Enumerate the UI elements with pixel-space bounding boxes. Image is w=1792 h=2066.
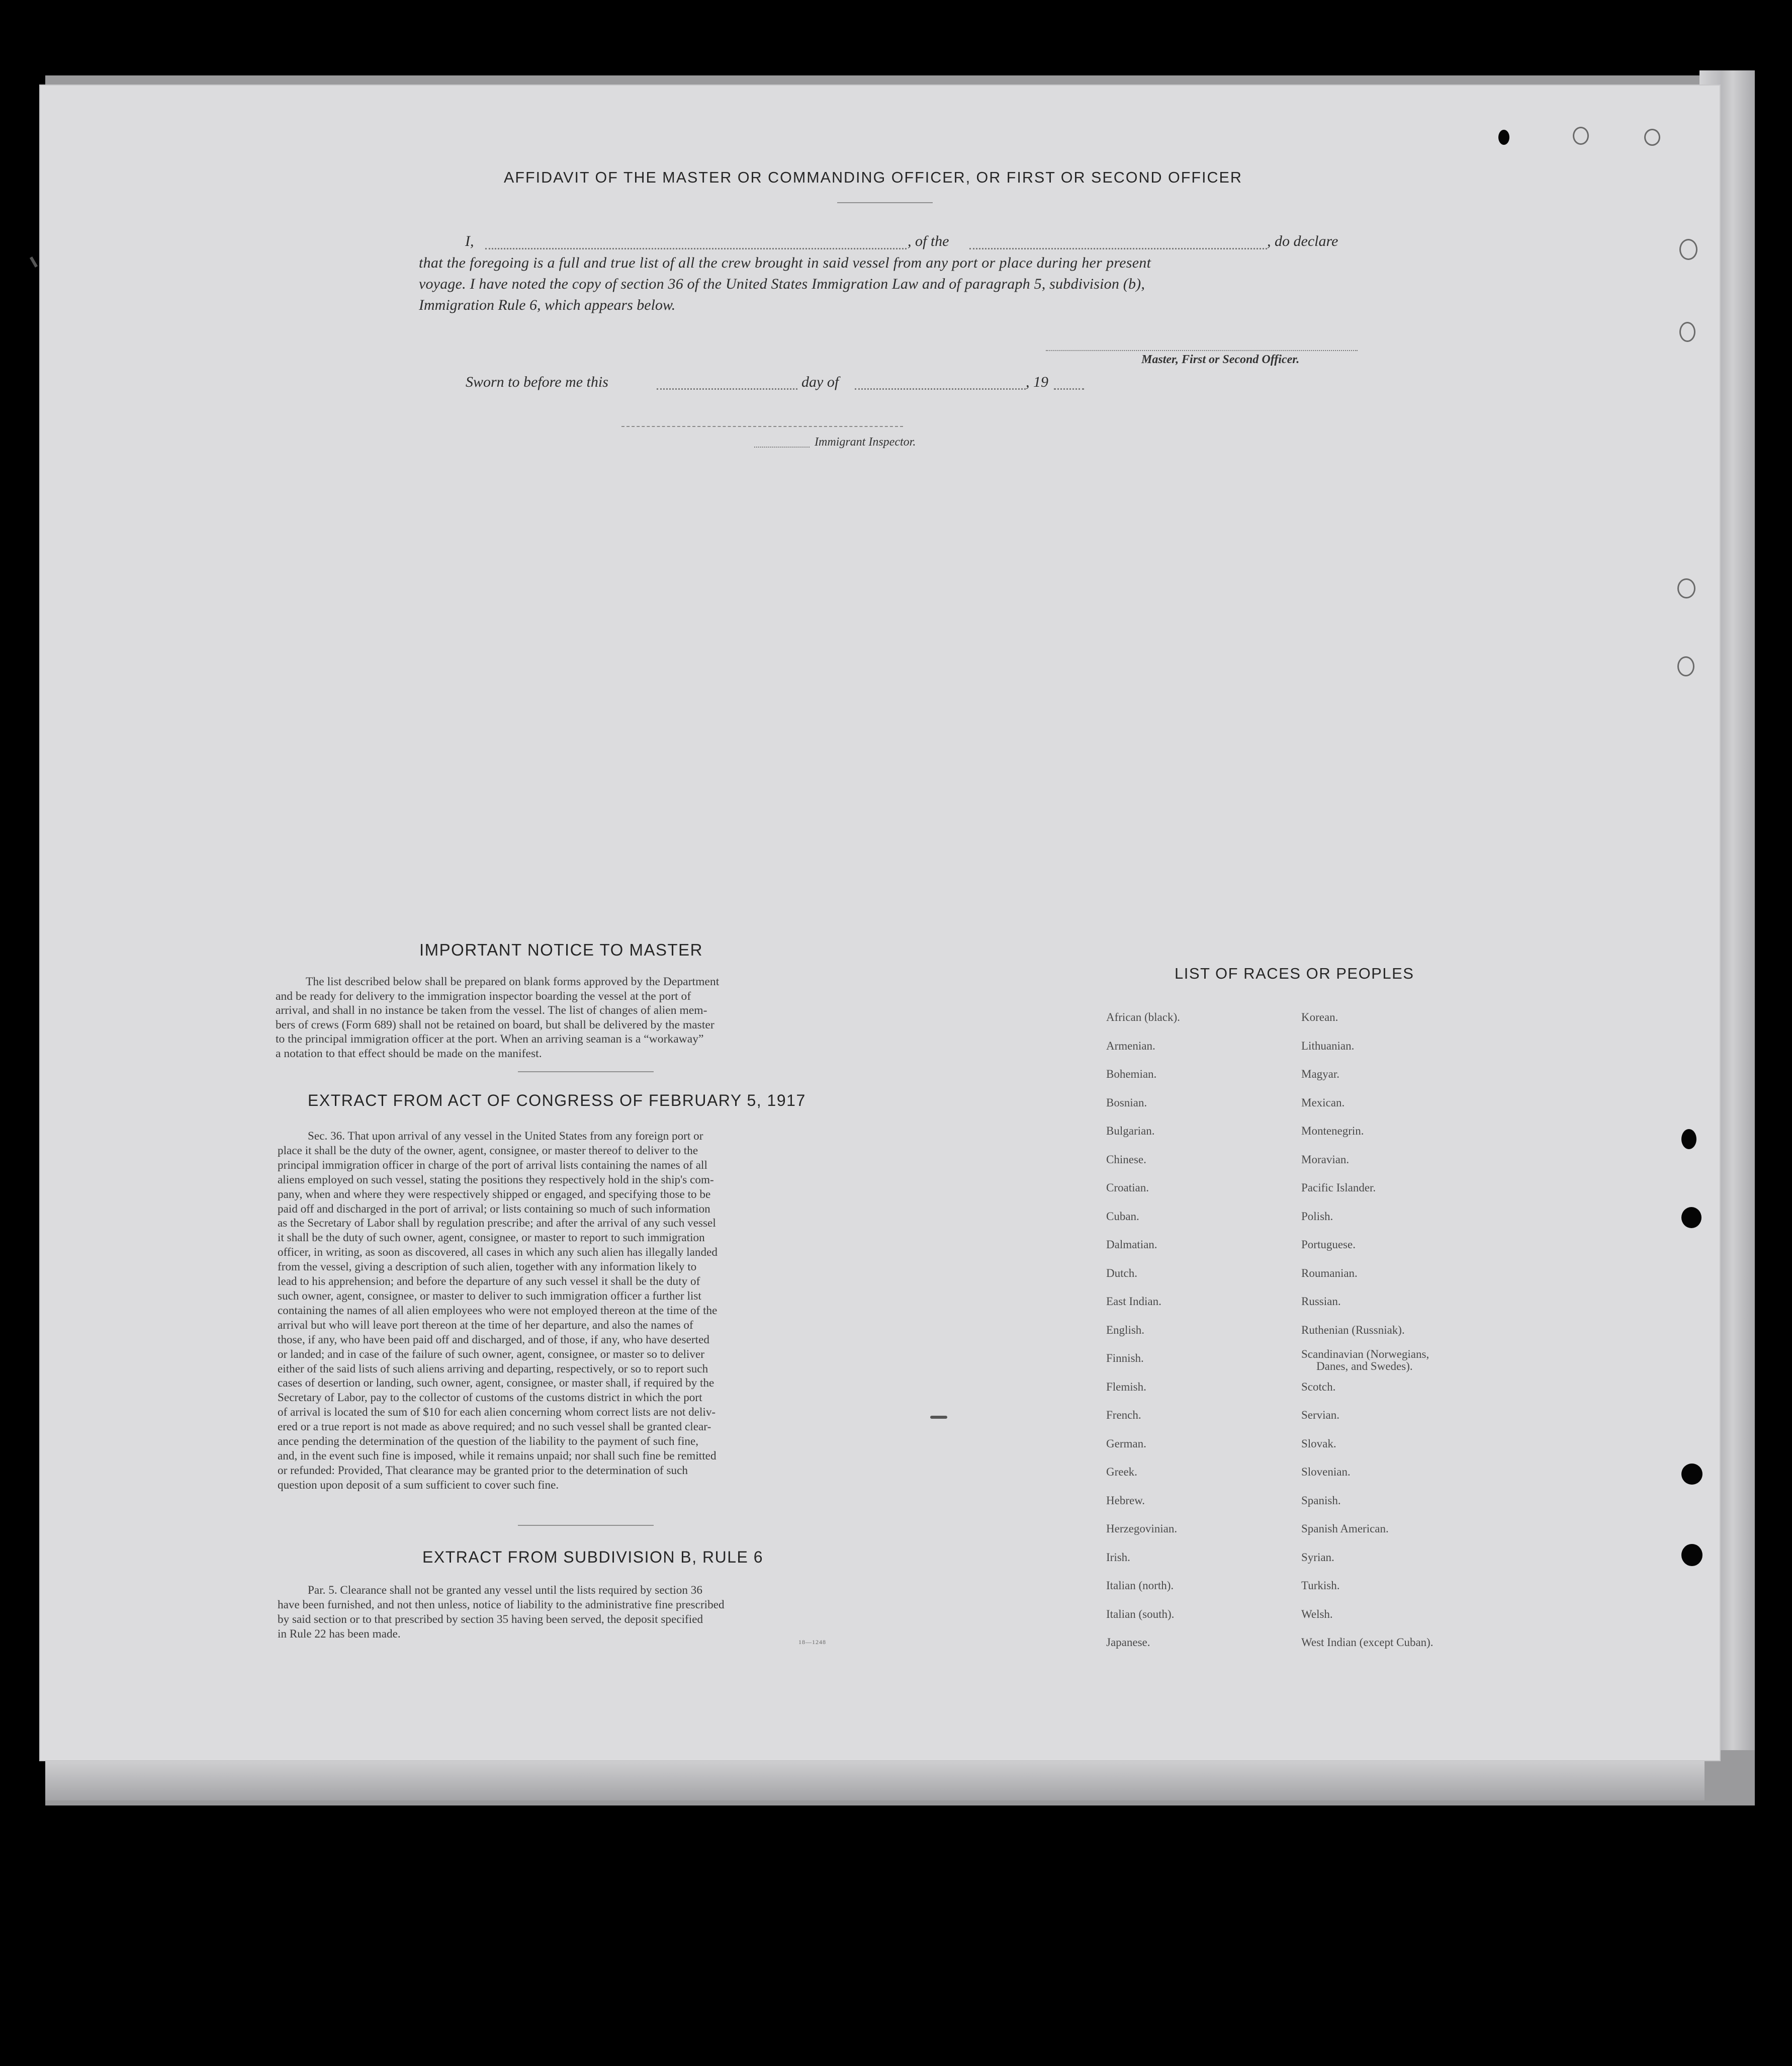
race-item: French. (1106, 1409, 1141, 1421)
race-item: Chinese. (1106, 1153, 1146, 1166)
act-extract-rule (518, 1525, 654, 1526)
race-item-continuation: Danes, and Swedes). (1316, 1360, 1413, 1372)
rule-line: in Rule 22 has been made. (278, 1627, 401, 1641)
ink-mark (30, 256, 38, 268)
inspector-caption: Immigrant Inspector. (815, 436, 916, 449)
act-line: and, in the event such fine is imposed, while it remains unpaid; nor shall such fine be remitted (278, 1449, 716, 1462)
race-item: Finnish. (1106, 1352, 1144, 1364)
notice-title: IMPORTANT NOTICE TO MASTER (419, 940, 703, 959)
affidavit-of-the: , of the (908, 233, 949, 249)
officer-signature-field (1046, 350, 1358, 351)
punch-hole (1679, 322, 1695, 342)
punch-hole (1677, 578, 1695, 598)
race-item: Flemish. (1106, 1380, 1146, 1393)
race-item: Syrian. (1301, 1551, 1334, 1564)
affidavit-statement-line: voyage. I have noted the copy of section 36 of the United States Immigration Law and of paragraph 5, subdivision (b), (419, 276, 1145, 292)
rule-line: Par. 5. Clearance shall not be granted any vessel until the lists required by section 36 (308, 1584, 702, 1597)
race-item: Spanish. (1301, 1494, 1341, 1507)
punch-hole (1681, 1129, 1696, 1149)
race-item: Roumanian. (1301, 1266, 1358, 1279)
declarant-name-field (485, 248, 907, 249)
race-item: Russian. (1301, 1295, 1341, 1308)
race-item: Ruthenian (Russniak). (1301, 1323, 1405, 1336)
affidavit-statement-line: Immigration Rule 6, which appears below. (419, 297, 676, 313)
race-item: Croatian. (1106, 1181, 1149, 1194)
sworn-prefix: Sworn to before me this (466, 374, 608, 390)
race-item: Scotch. (1301, 1380, 1336, 1393)
act-line: it shall be the duty of such owner, agent, consignee, or master to report to such immigration (278, 1231, 705, 1245)
act-line: aliens employed on such vessel, stating the positions they respectively hold in the ship's com- (278, 1173, 714, 1186)
notice-text (276, 975, 844, 1061)
act-line: containing the names of all alien employees who were not employed thereon at the time of the (278, 1304, 718, 1317)
affidavit-title: AFFIDAVIT OF THE MASTER OR COMMANDING OFFICER, OR FIRST OR SECOND OFFICER (504, 169, 1242, 186)
punch-hole (1681, 1544, 1703, 1566)
act-line: or landed; and in case of the failure of such owner, agent, consignee, or master so to deliver (278, 1347, 704, 1361)
race-item: Bosnian. (1106, 1096, 1147, 1109)
sworn-year-field (1054, 388, 1084, 390)
act-extract-title: EXTRACT FROM ACT OF CONGRESS OF FEBRUARY 5, 1917 (308, 1091, 806, 1109)
race-item: English. (1106, 1323, 1145, 1336)
punch-hole (1681, 1464, 1703, 1485)
race-item: Montenegrin. (1301, 1125, 1364, 1137)
ink-mark (930, 1416, 947, 1419)
officer-signature-caption: Master, First or Second Officer. (1141, 353, 1300, 366)
race-item: Bulgarian. (1106, 1125, 1155, 1137)
form-number: 18—1248 (798, 1639, 826, 1646)
sworn-month-field (855, 388, 1026, 390)
affidavit-declare: , do declare (1267, 233, 1338, 249)
act-line: lead to his apprehension; and before the departure of any such vessel it shall be the duty of (278, 1275, 700, 1288)
act-line: place it shall be the duty of the owner, agent, consignee, or master thereof to deliver to the (278, 1144, 698, 1157)
race-item: Pacific Islander. (1301, 1181, 1376, 1194)
act-extract-text (278, 1129, 845, 1493)
race-item: Scandinavian (Norwegians, (1301, 1348, 1429, 1360)
punch-hole (1679, 239, 1697, 260)
race-item: Servian. (1301, 1409, 1340, 1421)
race-item: Herzegovinian. (1106, 1522, 1178, 1535)
race-item: Bohemian. (1106, 1068, 1157, 1080)
race-item: Hebrew. (1106, 1494, 1145, 1507)
act-line: principal immigration officer in charge of the port of arrival lists containing the names of all (278, 1158, 707, 1172)
race-item: Italian (north). (1106, 1579, 1174, 1592)
act-line: question upon deposit of a sum sufficient to cover such fine. (278, 1478, 559, 1492)
punch-hole (1677, 656, 1694, 676)
race-item: Slovak. (1301, 1437, 1336, 1450)
race-item: Portuguese. (1301, 1238, 1356, 1251)
race-item: Welsh. (1301, 1607, 1333, 1620)
inspector-caption-leader (754, 447, 810, 448)
race-item: Japanese. (1106, 1636, 1150, 1649)
notice-line: The list described below shall be prepared on blank forms approved by the Department (306, 975, 720, 988)
race-item: Irish. (1106, 1551, 1130, 1564)
race-item: African (black). (1106, 1011, 1180, 1023)
rule-line: by said section or to that prescribed by section 35 having been served, the deposit specified (278, 1612, 703, 1626)
act-line: from the vessel, giving a description of such alien, together with any information likely to (278, 1260, 697, 1274)
act-line: as the Secretary of Labor shall by regulation prescribe; and after the arrival of any such vessel (278, 1217, 716, 1230)
race-item: Magyar. (1301, 1068, 1340, 1080)
affidavit-title-rule (837, 202, 933, 203)
rule-extract-title: EXTRACT FROM SUBDIVISION B, RULE 6 (422, 1548, 764, 1566)
notice-line: to the principal immigration officer at the port. When an arriving seaman is a “workaway” (276, 1032, 704, 1046)
race-item: West Indian (except Cuban). (1301, 1636, 1433, 1649)
page-bottom-edge (45, 1760, 1705, 1800)
rule-line: have been furnished, and not then unless, notice of liability to the administrative fine prescribed (278, 1598, 725, 1611)
race-item: Korean. (1301, 1011, 1338, 1023)
document-page (40, 85, 1720, 1760)
race-item: Polish. (1301, 1210, 1333, 1223)
race-item: Lithuanian. (1301, 1039, 1355, 1052)
affidavit-statement-line: that the foregoing is a full and true list of all the crew brought in said vessel from any port or place during her present (419, 254, 1151, 271)
punch-hole (1498, 130, 1509, 145)
race-item: German. (1106, 1437, 1146, 1450)
act-line: either of the said lists of such aliens arriving and departing, respectively, or so to report such (278, 1362, 708, 1375)
punch-hole (1644, 129, 1660, 146)
act-line: pany, when and where they were respectively shipped or engaged, and specifying those to be (278, 1187, 711, 1201)
act-line: arrival but who will leave port thereon at the time of her departure, and also the names of (278, 1318, 693, 1332)
affidavit-i: I, (465, 233, 474, 249)
races-title: LIST OF RACES OR PEOPLES (1175, 965, 1414, 982)
act-line: ered or a true report is not made as above required; and no such vessel shall be granted clear- (278, 1420, 711, 1434)
race-item: Armenian. (1106, 1039, 1155, 1052)
vessel-name-field (969, 248, 1267, 249)
race-item: Italian (south). (1106, 1607, 1175, 1620)
race-item: Cuban. (1106, 1210, 1139, 1223)
race-item: Turkish. (1301, 1579, 1340, 1592)
inspector-signature-line (621, 426, 903, 427)
race-item: Dalmatian. (1106, 1238, 1157, 1251)
notice-line: arrival, and shall in no instance be taken from the vessel. The list of changes of alien mem- (276, 1004, 707, 1017)
act-line: cases of desertion or landing, such owner, agent, consignee, or master shall, if required by the (278, 1376, 714, 1390)
notice-line: bers of crews (Form 689) shall not be retained on board, but shall be delivered by the master (276, 1018, 714, 1031)
act-line: Secretary of Labor, pay to the collector of customs of the customs district in which the port (278, 1391, 702, 1405)
rule-extract-text (278, 1583, 845, 1642)
sworn-year: , 19 (1026, 374, 1048, 390)
notice-line: and be ready for delivery to the immigration inspector boarding the vessel at the port of (276, 989, 691, 1003)
act-line: such owner, agent, consignee, or master to deliver to such immigration officer a further list (278, 1289, 701, 1303)
race-item: Slovenian. (1301, 1466, 1351, 1478)
punch-hole (1681, 1207, 1701, 1228)
race-item: Spanish American. (1301, 1522, 1389, 1535)
sworn-day-of: day of (801, 374, 839, 390)
race-item: East Indian. (1106, 1295, 1161, 1308)
notice-line: a notation to that effect should be made on the manifest. (276, 1047, 542, 1060)
act-line: Sec. 36. That upon arrival of any vessel in the United States from any foreign port or (308, 1130, 703, 1143)
sworn-day-field (657, 388, 797, 390)
act-line: paid off and discharged in the port of arrival; or lists containing so much of such information (278, 1202, 710, 1216)
race-item: Moravian. (1301, 1153, 1350, 1166)
race-item: Dutch. (1106, 1266, 1137, 1279)
act-line: ance pending the determination of the question of the liability to the payment of such fine, (278, 1435, 699, 1448)
punch-hole (1573, 127, 1589, 145)
race-item: Mexican. (1301, 1096, 1345, 1109)
act-line: or refunded: Provided, That clearance may be granted prior to the determination of such (278, 1464, 688, 1477)
act-line: of arrival is located the sum of $10 for each alien concerning whom correct lists are not deliv- (278, 1406, 716, 1419)
notice-rule (518, 1071, 654, 1072)
race-item: Greek. (1106, 1466, 1137, 1478)
act-line: those, if any, who have been paid off and discharged, and of those, if any, who have deserted (278, 1333, 709, 1346)
act-line: officer, in writing, as soon as discovered, all cases in which any such alien has illegally landed (278, 1246, 718, 1259)
